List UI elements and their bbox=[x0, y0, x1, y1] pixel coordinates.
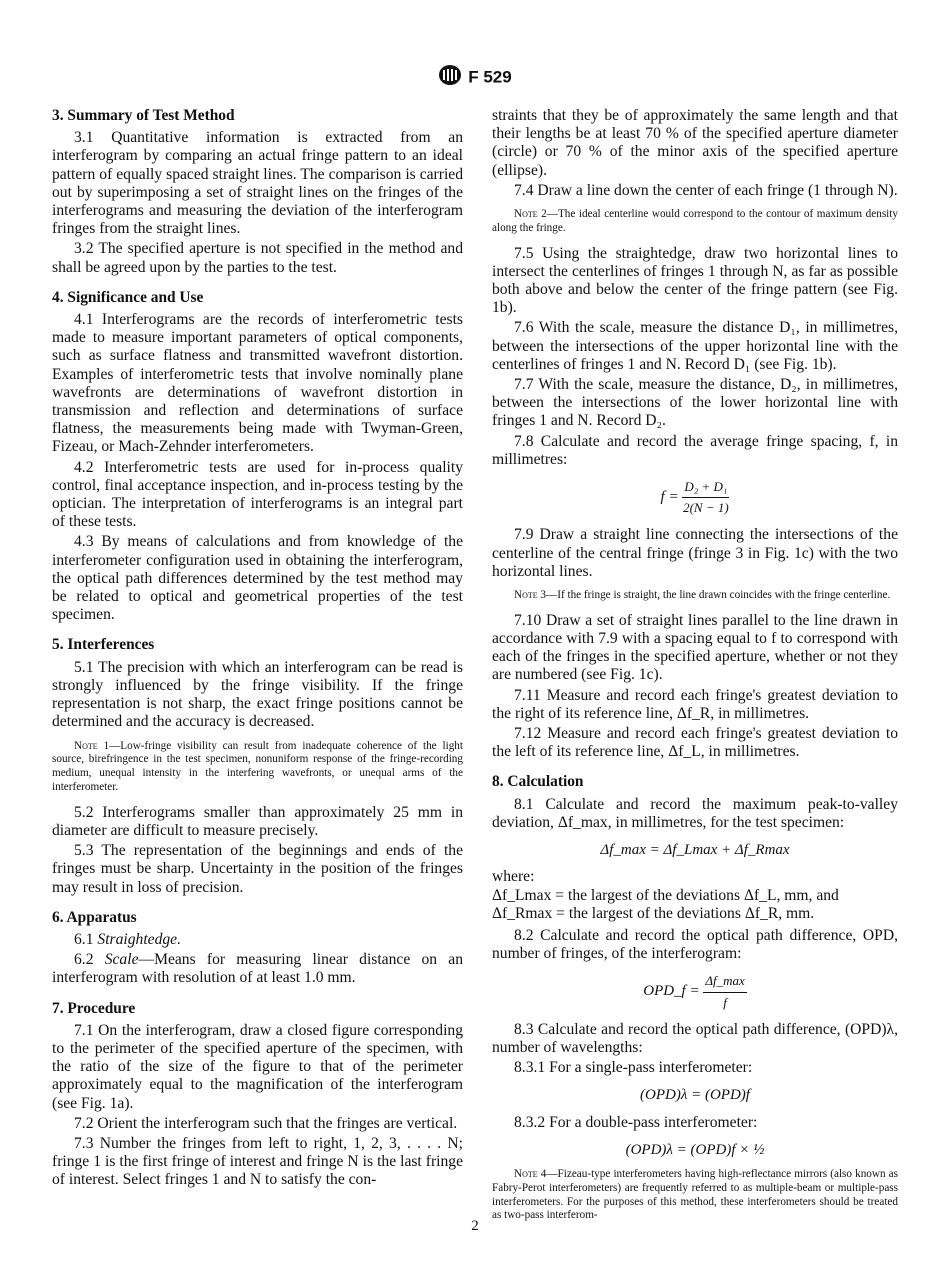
para-8-1: 8.1 Calculate and record the maximum peak-to-valley deviation, Δf_max, in millimetres, for the test specimen: bbox=[492, 795, 898, 831]
section-8-title: 8. Calculation bbox=[492, 773, 584, 791]
right-column bbox=[492, 107, 898, 1232]
para-6-1-term: Straightedge. bbox=[97, 930, 181, 948]
equation-f-numerator: D₂ + D₁ bbox=[682, 478, 729, 498]
para-6-1-number: 6.1 bbox=[74, 930, 94, 948]
equation-fringe-spacing bbox=[492, 478, 898, 517]
note-2-label: Note 2 bbox=[514, 208, 547, 221]
para-5-1: 5.1 The precision with which an interferogram can be read is strongly influenced by the fringe visibility. If the fringe representation is not sharp, the exact fringe positions cannot be determined and the accuracy is decreased. bbox=[52, 658, 463, 731]
para-6-2-number: 6.2 bbox=[74, 951, 94, 969]
note-1-text: —Low-fringe visibility can result from inadequate coherence of the light source, birefringence in the test specimen, nonuniform response of the fringe-recording medium, unequal intensity in the interfering wavefronts, or unequal arms of the interferometer. bbox=[52, 739, 463, 793]
para-8-3-2: 8.3.2 For a double-pass interferometer: bbox=[514, 1113, 758, 1131]
equation-opd-fraction bbox=[703, 972, 746, 1011]
para-7-12: 7.12 Measure and record each fringe's greatest deviation to the left of its reference line, Δf_L, in millimetres. bbox=[492, 725, 898, 761]
left-column bbox=[52, 107, 463, 1192]
para-7-2: 7.2 Orient the interferogram such that the fringes are vertical. bbox=[74, 1114, 458, 1132]
note-2-text: —The ideal centerline would correspond to the contour of maximum density along the fringe. bbox=[492, 208, 898, 234]
para-7-6: 7.6 With the scale, measure the distance D₁, in millimetres, between the intersections of the upper horizontal line with the centerlines of fringes 1 and N. Record D₁ (see Fig. 1b). bbox=[492, 319, 898, 373]
equation-f-fraction bbox=[682, 478, 729, 517]
astm-logo-icon bbox=[438, 64, 462, 91]
equation-opd-denominator: f bbox=[723, 994, 727, 1010]
para-3-1: 3.1 Quantitative information is extracted from an interferogram by comparing an actual fringe pattern to an ideal pattern of equally spaced straight lines. The comparison is carried out by superimposing a set of straight lines on the fringes of the interferograms and measuring the deviation of the interferogram fringes from the straight lines. bbox=[52, 129, 463, 238]
note-2 bbox=[492, 208, 898, 236]
equation-max-deviation: Δf_max = Δf_Lmax + Δf_Rmax bbox=[600, 842, 790, 859]
note-4-text: —Fizeau-type interferometers having high-reflectance mirrors (also known as Fabry-Perot interferometers) are frequently referred to as multiple-beam or multiple-pass interferometers. For the purposes of this method, these interferometers should be treated as two-pass interferom- bbox=[492, 1167, 898, 1222]
para-6-2 bbox=[52, 951, 463, 987]
page-number: 2 bbox=[471, 1218, 479, 1234]
para-4-3: 4.3 By means of calculations and from knowledge of the interferometer configuration used in obtaining the interferogram, the optical path differences determined by the test method may be related to optical and geometrical properties of the test specimen. bbox=[52, 533, 463, 624]
para-5-2: 5.2 Interferograms smaller than approximately 25 mm in diameter are difficult to measure precisely. bbox=[52, 803, 463, 839]
section-7-title: 7. Procedure bbox=[52, 999, 136, 1017]
para-3-2: 3.2 The specified aperture is not specified in the method and shall be agreed upon by the parties to the test. bbox=[52, 240, 463, 276]
note-3-label: Note 3 bbox=[514, 589, 547, 602]
para-7-10: 7.10 Draw a set of straight lines parallel to the line drawn in accordance with 7.9 with a spacing equal to f to correspond with each of the fringes in the specified aperture, whether or not they are numbered (see Fig. 1c). bbox=[492, 611, 898, 684]
definition-1: Δf_Lmax = the largest of the deviations Δf_L, mm, and bbox=[492, 886, 839, 904]
para-4-2: 4.2 Interferometric tests are used for in-process quality control, final acceptance inspection, and in-process testing by the optician. The interpretation of interferograms is an integral part of these tests. bbox=[52, 458, 463, 531]
equation-double-pass: (OPD)λ = (OPD)f × ½ bbox=[625, 1141, 765, 1158]
note-4 bbox=[492, 1168, 898, 1223]
note-1 bbox=[52, 740, 463, 795]
para-8-3: 8.3 Calculate and record the optical path difference, (OPD)λ, number of wavelengths: bbox=[492, 1020, 898, 1056]
section-5-title: 5. Interferences bbox=[52, 636, 155, 654]
definition-2: Δf_Rmax = the largest of the deviations Δf_R, mm. bbox=[492, 904, 815, 922]
equation-f-denominator: 2(N − 1) bbox=[683, 500, 729, 516]
para-7-4: 7.4 Draw a line down the center of each fringe (1 through N). bbox=[514, 181, 898, 199]
para-4-1: 4.1 Interferograms are the records of interferometric tests made to measure important parameters of optical components, such as surface flatness and transmitted wavefront distortion. Examples of interferometric tests that involve nominally plane wavefronts are determinations of wavefront distortion in transmission and reflection and determinations of surface flatness, the measurements being made with Twyman-Green, Fizeau, or Mach-Zehnder interferometers. bbox=[52, 311, 463, 456]
section-6-title: 6. Apparatus bbox=[52, 908, 137, 926]
para-7-3-continued: straints that they be of approximately the same length and that their lengths be at least 70 % of the specified aperture diameter (circle) or 70 % of the minor axis of the specified aperture (ellipse). bbox=[492, 107, 898, 179]
equation-opd-fringes bbox=[492, 972, 898, 1011]
section-4-title: 4. Significance and Use bbox=[52, 288, 204, 306]
para-6-2-text: —Means for measuring linear distance on an interferogram with resolution of at least 1.0 mm. bbox=[52, 951, 463, 987]
para-7-9: 7.9 Draw a straight line connecting the intersections of the centerline of the central fringe (fringe 3 in Fig. 1c) with the two horizontal lines. bbox=[492, 526, 898, 580]
note-3 bbox=[492, 589, 898, 603]
page-header bbox=[0, 64, 950, 91]
note-1-label: Note 1 bbox=[74, 739, 110, 752]
para-8-3-1: 8.3.1 For a single-pass interferometer: bbox=[514, 1059, 753, 1077]
para-6-2-term: Scale bbox=[104, 951, 139, 969]
para-7-8: 7.8 Calculate and record the average fringe spacing, f, in millimetres: bbox=[492, 432, 898, 468]
para-7-7: 7.7 With the scale, measure the distance, D₂, in millimetres, between the intersections of the lower horizontal line with fringes 1 and N. Record D₂. bbox=[492, 376, 898, 430]
where-label: where: bbox=[492, 868, 535, 886]
para-7-5: 7.5 Using the straightedge, draw two horizontal lines to intersect the centerlines of fringes 1 through N, as far as possible both above and below the center of the fringe pattern (see Fig. 1b). bbox=[492, 244, 898, 317]
equation-f-lhs: f = bbox=[660, 489, 679, 506]
note-3-text: —If the fringe is straight, the line drawn coincides with the fringe centerline. bbox=[546, 589, 891, 602]
equation-opd-lhs: OPD_f = bbox=[643, 983, 700, 1000]
definitions-list bbox=[492, 868, 898, 923]
equation-single-pass: (OPD)λ = (OPD)f bbox=[640, 1087, 750, 1104]
document-id: F 529 bbox=[468, 67, 512, 87]
para-8-2: 8.2 Calculate and record the optical path difference, OPD, number of fringes, of the interferogram: bbox=[492, 926, 898, 963]
section-3-title: 3. Summary of Test Method bbox=[52, 107, 235, 124]
equation-opd-numerator: Δf_max bbox=[703, 972, 746, 992]
para-6-1 bbox=[52, 931, 463, 949]
note-4-label: Note 4 bbox=[514, 1167, 547, 1180]
para-7-1: 7.1 On the interferogram, draw a closed figure corresponding to the perimeter of the specified aperture of the specimen, with the ratio of the size of the figure to that of the perimeter approximately equal to the magnification of the interferogram (see Fig. 1a). bbox=[52, 1021, 463, 1112]
para-7-3: 7.3 Number the fringes from left to right, 1, 2, 3, . . . . N; fringe 1 is the first fringe of interest and fringe N is the last fringe of interest. Select fringes 1 and N to satisfy the con- bbox=[52, 1134, 463, 1189]
para-5-3: 5.3 The representation of the beginnings and ends of the fringes must be sharp. Uncertainty in the position of the fringes may result in loss of precision. bbox=[52, 842, 463, 896]
para-7-11: 7.11 Measure and record each fringe's greatest deviation to the right of its reference line, Δf_R, in millimetres. bbox=[492, 686, 898, 722]
